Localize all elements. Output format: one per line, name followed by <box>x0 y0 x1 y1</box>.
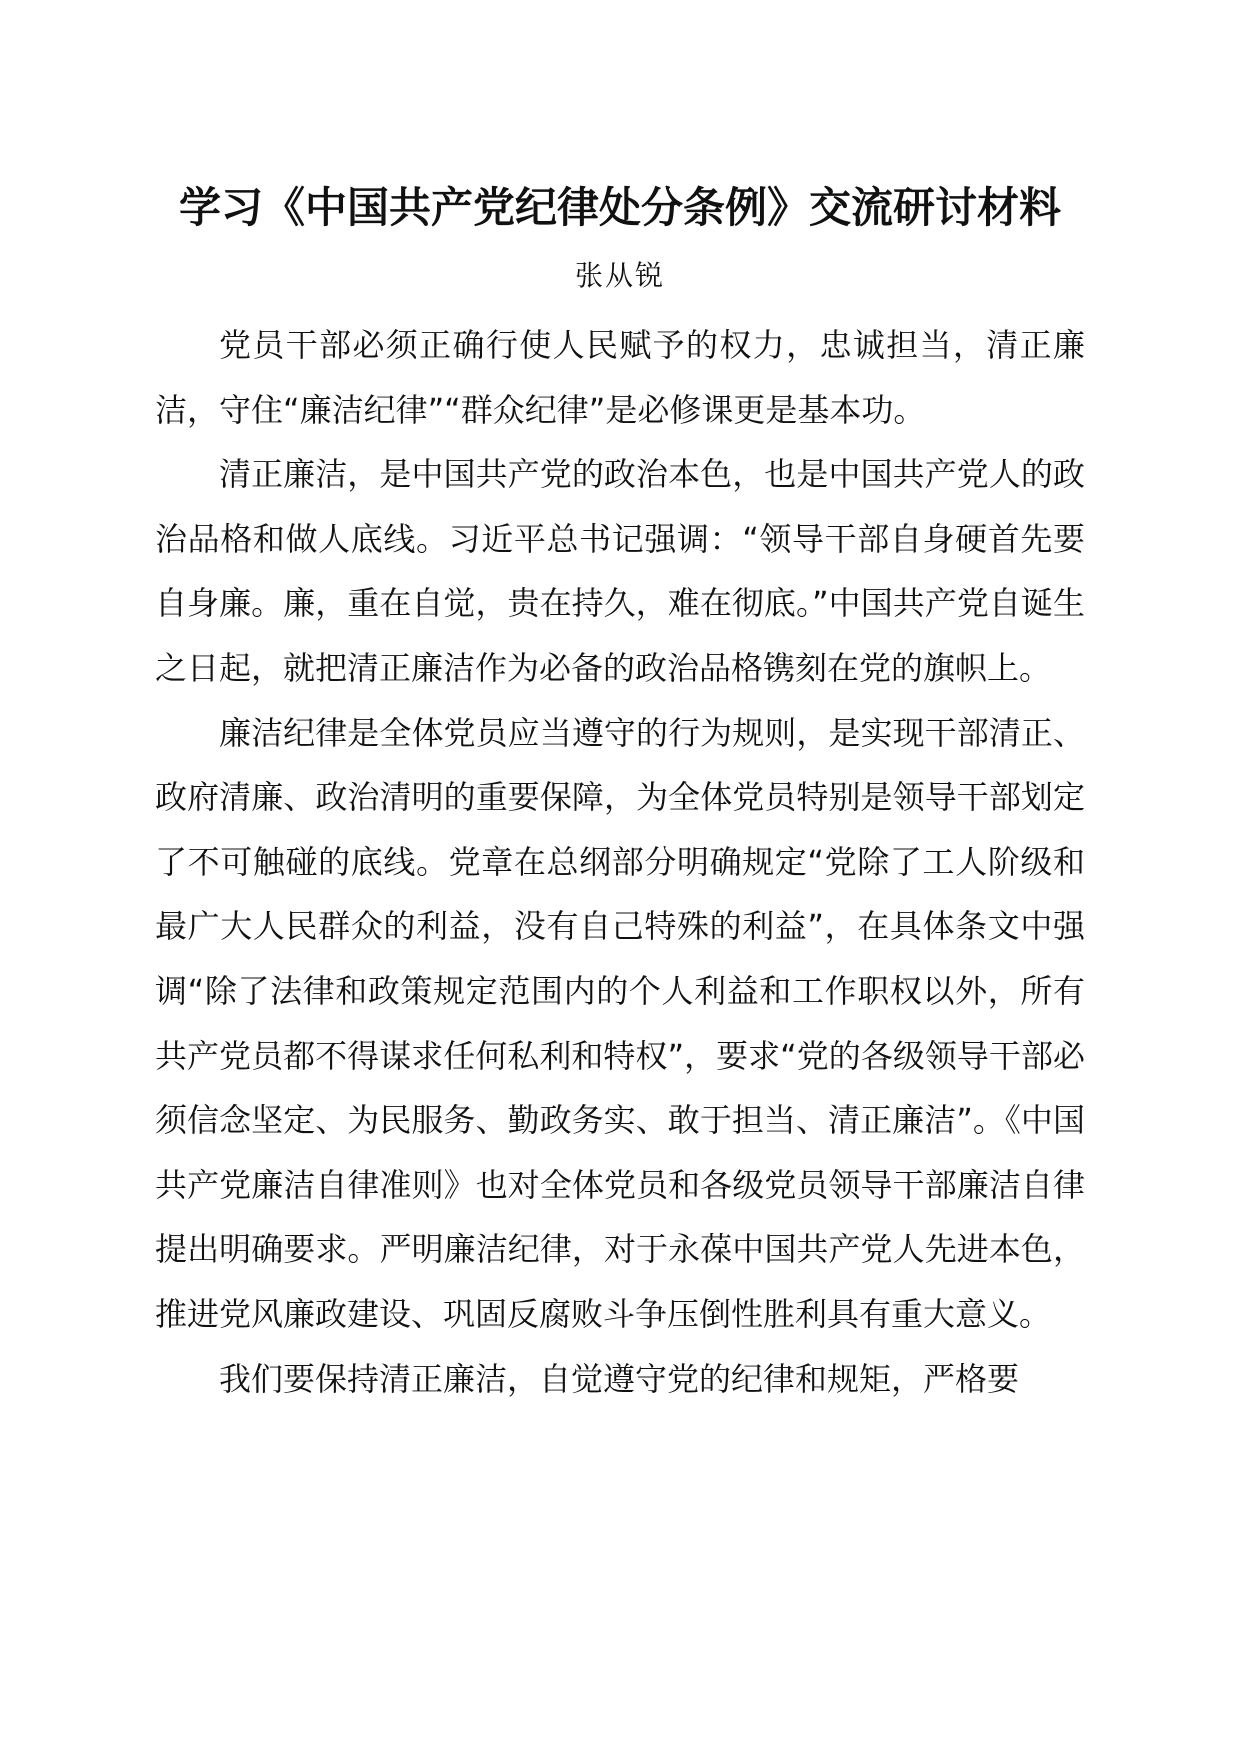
document-author: 张从锐 <box>574 259 665 292</box>
paragraph: 廉洁纪律是全体党员应当遵守的行为规则，是实现干部清正、政府清廉、政治清明的重要保障，为全体党员特别是领导干部划定了不可触碰的底线。党章在总纲部分明确规定“党除了工人阶级和最广大人民群众的利益，没有自己特殊的利益”，在具体条文中强调“除了法律和政策规定范围内的个人利益和工作职权以外，所有共产党员都不得谋求任何私利和特权”，要求“党的各级领导干部必须信念坚定、为民服务、勤政务实、敢于担当、清正廉洁”。《中国共产党廉洁自律准则》也对全体党员和各级党员领导干部廉洁自律提出明确要求。严明廉洁纪律，对于永葆中国共产党人先进本色，推进党风廉政建设、巩固反腐败斗争压倒性胜利具有重大意义。 <box>155 713 1085 1333</box>
paragraph: 我们要保持清正廉洁，自觉遵守党的纪律和规矩，严格要 <box>219 1359 1020 1398</box>
document-title: 学习《中国共产党纪律处分条例》交流研讨材料 <box>178 183 1061 232</box>
paragraph: 党员干部必须正确行使人民赋予的权力，忠诚担当，清正廉洁，守住“廉洁纪律”“群众纪律”是必修课更是基本功。 <box>155 326 1085 429</box>
paragraph: 清正廉洁，是中国共产党的政治本色，也是中国共产党人的政治品格和做人底线。习近平总书记强调：“领导干部自身硬首先要自身廉。廉，重在自觉，贵在持久，难在彻底。”中国共产党自诞生之日起，就把清正廉洁作为必备的政治品格镌刻在党的旗帜上。 <box>155 455 1085 687</box>
document-body <box>155 313 1085 1411</box>
